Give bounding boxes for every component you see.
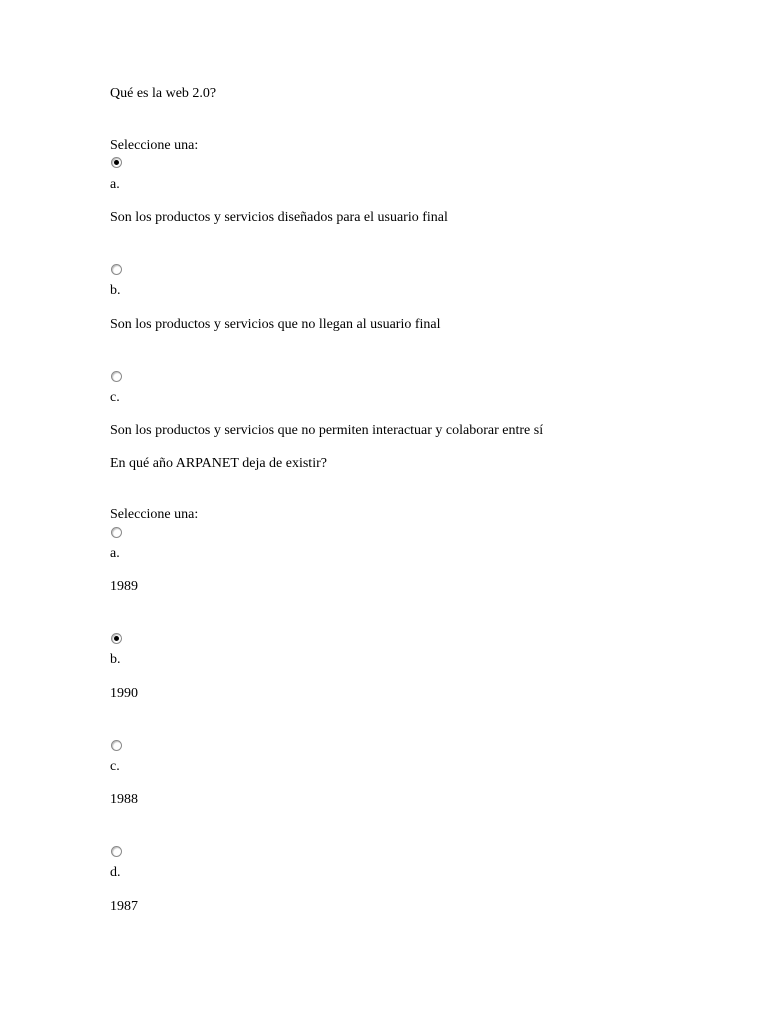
- question-2-option-a-radio[interactable]: [111, 527, 122, 538]
- question-1-option-b-text: Son los productos y servicios que no llegan al usuario final: [110, 317, 441, 332]
- question-2-option-b-letter: b.: [110, 652, 121, 667]
- question-1-option-b-radio[interactable]: [111, 264, 122, 275]
- question-2-option-b-text: 1990: [110, 686, 138, 701]
- question-2-option-a-letter: a.: [110, 546, 120, 561]
- question-2-option-d-text: 1987: [110, 899, 138, 914]
- question-1-option-c-radio[interactable]: [111, 371, 122, 382]
- question-2-prompt: En qué año ARPANET deja de existir?: [110, 456, 327, 471]
- question-1-option-a-letter: a.: [110, 177, 120, 192]
- question-1-option-a-text: Son los productos y servicios diseñados para el usuario final: [110, 210, 448, 225]
- question-1-option-c-text: Son los productos y servicios que no permiten interactuar y colaborar entre sí: [110, 423, 544, 438]
- question-2-option-a-text: 1989: [110, 579, 138, 594]
- question-2-instruction: Seleccione una:: [110, 507, 199, 522]
- question-1-option-b-letter: b.: [110, 283, 121, 298]
- question-2-option-c-radio[interactable]: [111, 740, 122, 751]
- question-2-option-b-radio[interactable]: [111, 633, 122, 644]
- question-2-option-d-letter: d.: [110, 865, 121, 880]
- question-1-prompt: Qué es la web 2.0?: [110, 86, 217, 101]
- question-1-option-c-letter: c.: [110, 390, 120, 405]
- question-1-instruction: Seleccione una:: [110, 138, 199, 153]
- question-2-option-d-radio[interactable]: [111, 846, 122, 857]
- question-2-option-c-text: 1988: [110, 792, 138, 807]
- question-1-option-a-radio[interactable]: [111, 157, 122, 168]
- question-2-option-c-letter: c.: [110, 759, 120, 774]
